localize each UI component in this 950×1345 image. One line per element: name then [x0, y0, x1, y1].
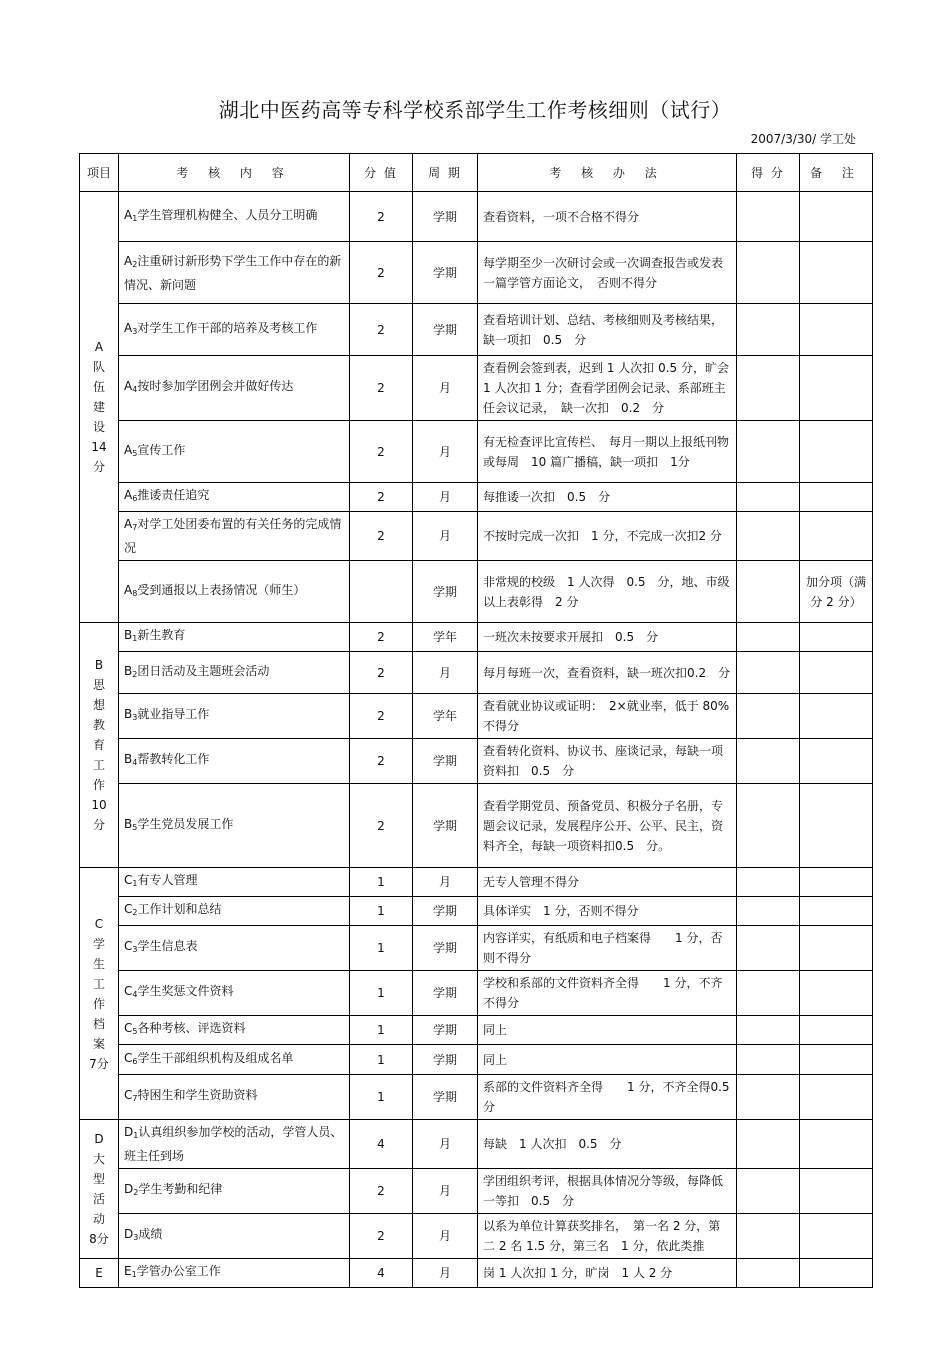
- period-cell: 学期: [413, 561, 478, 623]
- item-subscript: 1: [131, 1270, 137, 1279]
- item-code: A: [124, 442, 133, 457]
- category-cell: C 学 生 工 作 档 案 7分: [80, 868, 119, 1120]
- period-cell: 月: [413, 1169, 478, 1214]
- method-cell: 查看资料，一项不合格不得分: [478, 192, 737, 242]
- got-score-cell: [737, 483, 800, 512]
- header-content: 考 核 内 容: [119, 154, 350, 192]
- got-score-cell: [737, 242, 800, 304]
- item-text: 各种考核、评选资料: [137, 1021, 246, 1035]
- method-cell: 查看培训计划、总结、考核细则及考核结果，缺一项扣 0.5 分: [478, 304, 737, 356]
- note-cell: [800, 192, 873, 242]
- item-subscript: 1: [133, 1131, 139, 1140]
- score-cell: 1: [350, 971, 413, 1016]
- item-text: 注重研讨新形势下学生工作中存在的新情况、新问题: [124, 253, 342, 292]
- method-cell: 无专人管理不得分: [478, 868, 737, 897]
- item-text: 帮教转化工作: [137, 752, 210, 766]
- category-cell: D 大 型 活 动 8分: [80, 1120, 119, 1259]
- item-code: C: [124, 1050, 133, 1065]
- item-code: B: [124, 663, 133, 678]
- item-content: [119, 971, 350, 1016]
- item-subscript: 5: [132, 1027, 138, 1036]
- item-content: [119, 1016, 350, 1045]
- got-score-cell: [737, 652, 800, 694]
- method-cell: 查看转化资料、协议书、座谈记录，每缺一项资料扣 0.5 分: [478, 739, 737, 784]
- period-cell: 学期: [413, 897, 478, 926]
- item-code: A: [124, 207, 133, 222]
- item-subscript: 1: [132, 879, 138, 888]
- method-cell: 查看学期党员、预备党员、积极分子名册，专题会议记录，发展程序公开、公平、民主，资料齐全，每缺一项资料扣0.5 分。: [478, 784, 737, 868]
- item-code: A: [124, 582, 133, 597]
- header-period: 周 期: [413, 154, 478, 192]
- table-row: [80, 1075, 873, 1120]
- item-content: [119, 868, 350, 897]
- got-score-cell: [737, 784, 800, 868]
- header-method: 考 核 办 法: [478, 154, 737, 192]
- item-code: A: [124, 320, 133, 335]
- item-code: A: [124, 517, 133, 531]
- item-subscript: 7: [132, 1094, 138, 1103]
- item-code: A: [124, 253, 133, 268]
- item-code: B: [124, 707, 133, 721]
- note-cell: 加分项（满分 2 分）: [800, 561, 873, 623]
- table-row: [80, 1169, 873, 1214]
- item-content: [119, 242, 350, 304]
- score-cell: 2: [350, 192, 413, 242]
- item-subscript: 4: [132, 990, 138, 999]
- item-subscript: 2: [132, 259, 138, 269]
- item-code: B: [124, 752, 133, 766]
- table-row: [80, 652, 873, 694]
- score-cell: 2: [350, 623, 413, 652]
- item-content: [119, 623, 350, 652]
- item-code: D: [124, 1182, 134, 1196]
- method-cell: 学校和系部的文件资料齐全得 1 分，不齐不得分: [478, 971, 737, 1016]
- note-cell: [800, 512, 873, 561]
- method-cell: 查看就业协议或证明： 2×就业率，低于 80%不得分: [478, 694, 737, 739]
- item-code: E: [124, 1264, 132, 1278]
- note-cell: [800, 1214, 873, 1259]
- item-subscript: 5: [132, 822, 138, 832]
- score-cell: 2: [350, 512, 413, 561]
- category-cell: B 思 想 教 育 工 作 10 分: [80, 623, 119, 868]
- method-cell: 有无检查评比宣传栏、 每月一期以上报纸刊物或每周 10 篇广播稿，缺一项扣 1分: [478, 421, 737, 483]
- got-score-cell: [737, 1169, 800, 1214]
- period-cell: 学期: [413, 739, 478, 784]
- period-cell: 月: [413, 421, 478, 483]
- table-row: [80, 1259, 873, 1288]
- note-cell: [800, 1120, 873, 1169]
- period-cell: 学期: [413, 784, 478, 868]
- item-text: 新生教育: [137, 628, 186, 642]
- item-content: [119, 356, 350, 421]
- note-cell: [800, 483, 873, 512]
- item-code: D: [124, 1227, 134, 1241]
- note-cell: [800, 1169, 873, 1214]
- score-cell: 2: [350, 304, 413, 356]
- score-cell: 1: [350, 1045, 413, 1075]
- item-code: B: [124, 628, 133, 642]
- header-got-score: 得 分: [737, 154, 800, 192]
- table-row: [80, 1214, 873, 1259]
- item-code: C: [124, 873, 133, 887]
- score-cell: 1: [350, 926, 413, 971]
- method-cell: 具体详实 1 分，否则不得分: [478, 897, 737, 926]
- got-score-cell: [737, 739, 800, 784]
- item-content: [119, 1075, 350, 1120]
- period-cell: 月: [413, 868, 478, 897]
- table-body: [80, 192, 873, 1288]
- item-content: [119, 1214, 350, 1259]
- item-text: 成绩: [138, 1227, 163, 1241]
- got-score-cell: [737, 897, 800, 926]
- item-subscript: 2: [132, 908, 138, 917]
- note-cell: [800, 926, 873, 971]
- method-cell: 同上: [478, 1045, 737, 1075]
- item-code: C: [124, 984, 133, 998]
- item-text: 宣传工作: [137, 442, 186, 457]
- got-score-cell: [737, 868, 800, 897]
- score-cell: 1: [350, 868, 413, 897]
- table-row: [80, 356, 873, 421]
- note-cell: [800, 242, 873, 304]
- got-score-cell: [737, 1016, 800, 1045]
- item-text: 受到通报以上表扬情况（师生）: [137, 582, 306, 597]
- score-cell: 2: [350, 652, 413, 694]
- note-cell: [800, 623, 873, 652]
- method-cell: 每缺 1 人次扣 0.5 分: [478, 1120, 737, 1169]
- table-row: [80, 739, 873, 784]
- item-subscript: 7: [132, 523, 138, 532]
- assessment-table: [79, 153, 873, 1288]
- score-cell: 2: [350, 694, 413, 739]
- score-cell: 4: [350, 1120, 413, 1169]
- item-text: 学生信息表: [137, 939, 198, 953]
- item-subscript: 2: [133, 1188, 139, 1197]
- period-cell: 月: [413, 1259, 478, 1288]
- got-score-cell: [737, 971, 800, 1016]
- period-cell: 学期: [413, 1016, 478, 1045]
- note-cell: [800, 1016, 873, 1045]
- period-cell: 月: [413, 512, 478, 561]
- method-cell: 以系为单位计算获奖排名， 第一名 2 分，第二 2 名 1.5 分，第三名 1 分，依此类推: [478, 1214, 737, 1259]
- note-cell: [800, 897, 873, 926]
- score-cell: 2: [350, 1214, 413, 1259]
- header-note: 备 注: [800, 154, 873, 192]
- score-cell: 2: [350, 739, 413, 784]
- got-score-cell: [737, 926, 800, 971]
- period-cell: 月: [413, 1120, 478, 1169]
- period-cell: 月: [413, 652, 478, 694]
- category-cell: A 队 伍 建 设 14 分: [80, 192, 119, 623]
- period-cell: 学期: [413, 926, 478, 971]
- item-content: [119, 784, 350, 868]
- item-code: A: [124, 488, 133, 502]
- note-cell: [800, 694, 873, 739]
- method-cell: 每推诿一次扣 0.5 分: [478, 483, 737, 512]
- method-cell: 非常规的校级 1 人次得 0.5 分，地、市级以上表彰得 2 分: [478, 561, 737, 623]
- item-text: 工作计划和总结: [137, 902, 222, 916]
- method-cell: 查看例会签到表，迟到 1 人次扣 0.5 分，旷会 1 人次扣 1 分；查看学团例会记录、系部班主任会议记录， 缺一次扣 0.2 分: [478, 356, 737, 421]
- header-item: 项目: [80, 154, 119, 192]
- score-cell: 2: [350, 483, 413, 512]
- document-title: 湖北中医药高等专科学校系部学生工作考核细则（试行）: [218, 98, 732, 122]
- item-content: [119, 192, 350, 242]
- got-score-cell: [737, 356, 800, 421]
- method-cell: 岗 1 人次扣 1 分，旷岗 1 人 2 分: [478, 1259, 737, 1288]
- date-issuer: 2007/3/30/ 学工处: [750, 132, 856, 146]
- method-cell: 不按时完成一次扣 1 分，不完成一次扣2 分: [478, 512, 737, 561]
- item-content: [119, 739, 350, 784]
- got-score-cell: [737, 1120, 800, 1169]
- note-cell: [800, 1045, 873, 1075]
- got-score-cell: [737, 192, 800, 242]
- item-code: C: [124, 939, 133, 953]
- period-cell: 学期: [413, 304, 478, 356]
- item-content: [119, 694, 350, 739]
- period-cell: 月: [413, 356, 478, 421]
- table-row: [80, 926, 873, 971]
- item-text: 团日活动及主题班会活动: [137, 663, 270, 678]
- note-cell: [800, 868, 873, 897]
- table-row: [80, 1120, 873, 1169]
- item-subscript: 1: [132, 213, 138, 223]
- table-row: [80, 192, 873, 242]
- item-text: 对学工处团委布置的有关任务的完成情况: [124, 517, 342, 555]
- item-text: 推诿责任追究: [137, 488, 210, 502]
- table-row: [80, 561, 873, 623]
- note-cell: [800, 784, 873, 868]
- table-row: [80, 694, 873, 739]
- table-row: [80, 512, 873, 561]
- item-content: [119, 561, 350, 623]
- note-cell: [800, 971, 873, 1016]
- method-cell: 内容详实，有纸质和电子档案得 1 分，否则不得分: [478, 926, 737, 971]
- item-subscript: 3: [132, 713, 138, 722]
- item-text: 有专人管理: [137, 873, 198, 887]
- score-cell: 2: [350, 784, 413, 868]
- item-content: [119, 1169, 350, 1214]
- note-cell: [800, 652, 873, 694]
- table-row: [80, 421, 873, 483]
- period-cell: 学期: [413, 971, 478, 1016]
- period-cell: 学期: [413, 242, 478, 304]
- item-code: C: [124, 1021, 133, 1035]
- table-row: [80, 784, 873, 868]
- period-cell: 月: [413, 483, 478, 512]
- item-subscript: 5: [132, 448, 138, 458]
- item-text: 按时参加学团例会并做好传达: [137, 379, 294, 393]
- note-cell: [800, 356, 873, 421]
- item-content: [119, 483, 350, 512]
- method-cell: 每学期至少一次研讨会或一次调查报告或发表一篇学管方面论文， 否则不得分: [478, 242, 737, 304]
- got-score-cell: [737, 304, 800, 356]
- item-text: 学生考勤和纪律: [138, 1182, 223, 1196]
- score-cell: 2: [350, 1169, 413, 1214]
- item-text: 就业指导工作: [137, 707, 210, 721]
- item-subscript: 2: [132, 669, 138, 679]
- item-subscript: 8: [132, 588, 138, 598]
- score-cell: 2: [350, 242, 413, 304]
- period-cell: 学期: [413, 192, 478, 242]
- item-subscript: 3: [132, 945, 138, 954]
- note-cell: [800, 304, 873, 356]
- note-cell: [800, 421, 873, 483]
- item-content: [119, 1045, 350, 1075]
- item-subscript: 3: [133, 1233, 139, 1242]
- item-code: C: [124, 902, 133, 916]
- note-cell: [800, 1075, 873, 1120]
- got-score-cell: [737, 421, 800, 483]
- item-text: 学生党员发展工作: [137, 816, 234, 831]
- item-subscript: 3: [132, 326, 138, 336]
- method-cell: 一班次未按要求开展扣 0.5 分: [478, 623, 737, 652]
- got-score-cell: [737, 1214, 800, 1259]
- method-cell: 学团组织考评，根据具体情况分等级，每降低一等扣 0.5 分: [478, 1169, 737, 1214]
- item-text: 学生管理机构健全、人员分工明确: [137, 207, 318, 222]
- item-text: 特困生和学生资助资料: [137, 1088, 258, 1102]
- item-subscript: 1: [132, 634, 138, 643]
- table-row: [80, 1016, 873, 1045]
- item-subscript: 6: [132, 494, 138, 503]
- item-subscript: 6: [132, 1056, 138, 1066]
- note-cell: [800, 739, 873, 784]
- table-row: [80, 868, 873, 897]
- table-row: [80, 897, 873, 926]
- table-row: [80, 304, 873, 356]
- item-code: D: [124, 1125, 134, 1139]
- item-content: [119, 652, 350, 694]
- got-score-cell: [737, 694, 800, 739]
- period-cell: 学年: [413, 694, 478, 739]
- table-row: [80, 483, 873, 512]
- got-score-cell: [737, 1259, 800, 1288]
- item-code: B: [124, 816, 133, 831]
- item-code: A: [124, 379, 133, 393]
- period-cell: 学期: [413, 1075, 478, 1120]
- item-text: 学生干部组织机构及组成名单: [137, 1050, 294, 1065]
- method-cell: 每月每班一次，查看资料，缺一班次扣0.2 分: [478, 652, 737, 694]
- item-text: 认真组织参加学校的活动，学管人员、班主任到场: [124, 1125, 343, 1163]
- category-cell: E: [80, 1259, 119, 1288]
- score-cell: 1: [350, 1016, 413, 1045]
- item-text: 学管办公室工作: [136, 1264, 221, 1278]
- got-score-cell: [737, 623, 800, 652]
- score-cell: 2: [350, 421, 413, 483]
- method-cell: 系部的文件资料齐全得 1 分，不齐全得0.5 分: [478, 1075, 737, 1120]
- item-text: 对学生工作干部的培养及考核工作: [137, 320, 318, 335]
- item-content: [119, 421, 350, 483]
- note-cell: [800, 1259, 873, 1288]
- got-score-cell: [737, 1045, 800, 1075]
- item-code: C: [124, 1088, 133, 1102]
- table-row: [80, 971, 873, 1016]
- item-content: [119, 897, 350, 926]
- method-cell: 同上: [478, 1016, 737, 1045]
- table-row: [80, 242, 873, 304]
- got-score-cell: [737, 1075, 800, 1120]
- period-cell: 学年: [413, 623, 478, 652]
- item-content: [119, 304, 350, 356]
- item-content: [119, 926, 350, 971]
- header-row: [80, 154, 873, 192]
- score-cell: 4: [350, 1259, 413, 1288]
- period-cell: 月: [413, 1214, 478, 1259]
- got-score-cell: [737, 561, 800, 623]
- item-text: 学生奖惩文件资料: [137, 984, 234, 998]
- item-subscript: 4: [132, 385, 138, 394]
- item-content: [119, 1120, 350, 1169]
- got-score-cell: [737, 512, 800, 561]
- period-cell: 学期: [413, 1045, 478, 1075]
- table-row: [80, 1045, 873, 1075]
- item-subscript: 4: [132, 758, 138, 767]
- header-score: 分 值: [350, 154, 413, 192]
- score-cell: 1: [350, 1075, 413, 1120]
- score-cell: 1: [350, 897, 413, 926]
- score-cell: 2: [350, 356, 413, 421]
- score-cell: [350, 561, 413, 623]
- item-content: [119, 512, 350, 561]
- item-content: [119, 1259, 350, 1288]
- table-row: [80, 623, 873, 652]
